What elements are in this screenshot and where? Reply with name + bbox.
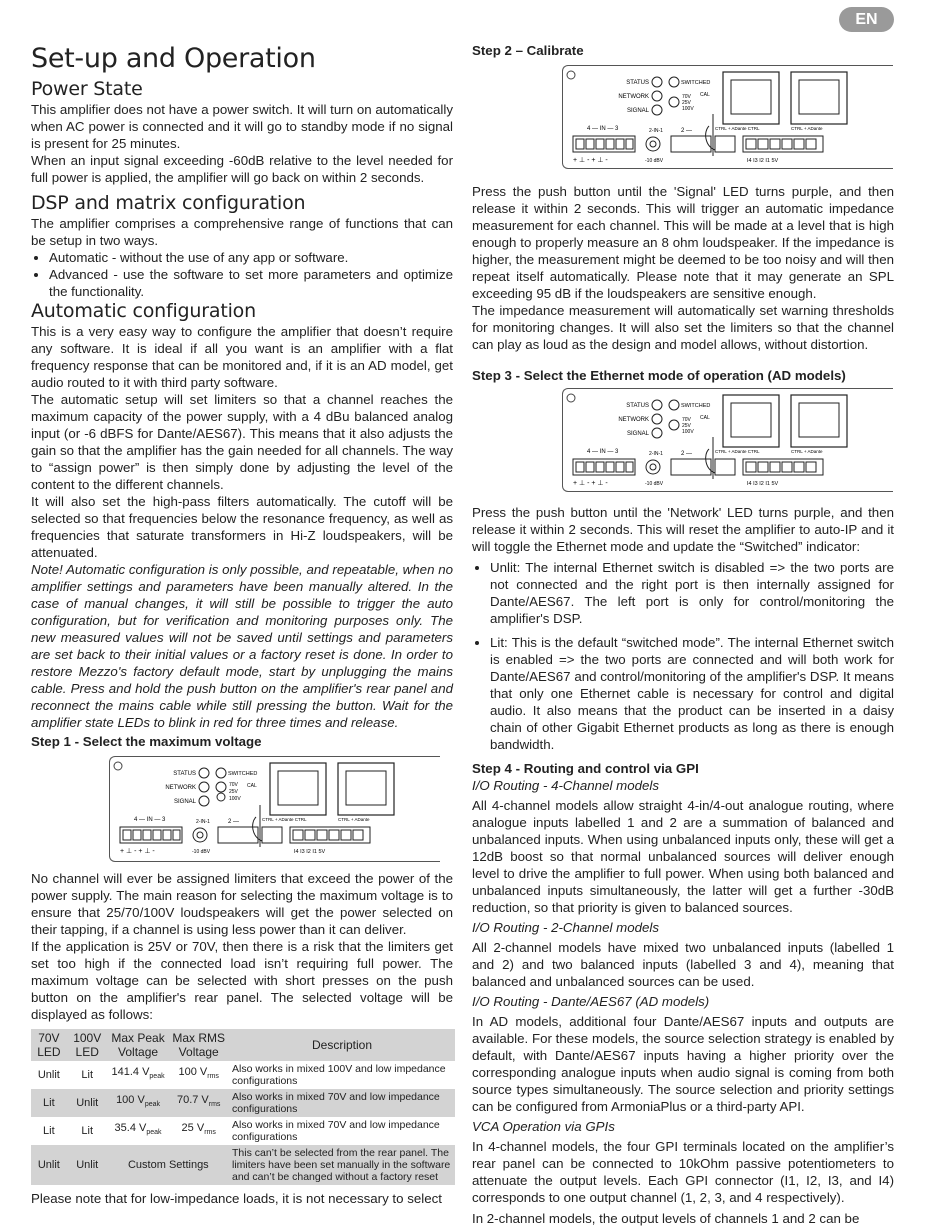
dbv-label: -10 dBV <box>645 158 664 164</box>
dsp-heading: DSP and matrix configuration <box>31 192 306 214</box>
rms-unit: rms <box>208 1101 221 1109</box>
v70-label: 70V <box>682 417 691 423</box>
input-2-label: 2 — <box>681 128 693 134</box>
input-2-label: 2 — <box>228 819 240 825</box>
step3-list <box>472 559 894 753</box>
language-badge: EN <box>839 7 894 32</box>
step4-heading: Step 4 - Routing and control via GPI <box>472 761 699 776</box>
list-item: • Lit: This is the default “switched mode”. The internal Ethernet switch is enabled => the two ports are connected and will both work for Dante/AES67 and control/monitoring of the amplifier's DSP. It means that only one Ethernet cable is necessary for control and digital audio. It also means that the product can be inserted in a daisy chain of other Gigabit Ethernet products as long as there is enough bandwidth. <box>490 634 894 753</box>
peak-value: 100 V <box>116 1094 145 1107</box>
table-row <box>31 1117 455 1145</box>
switched-label: SWITCHED <box>228 771 258 777</box>
step2-paragraph-2: The impedance measurement will automatically set warning thresholds for monitoring changes. It will also set the limiters so that the channel can play as loud as the design and model allows, without distortion. <box>472 303 894 352</box>
table-cell <box>108 1117 169 1145</box>
network-label: NETWORK <box>165 785 196 791</box>
table-cell <box>108 1089 169 1117</box>
polarity-label: + ⊥ - + ⊥ - <box>573 157 608 164</box>
rms-value: 100 V <box>178 1066 208 1079</box>
table-cell: Also works in mixed 70V and low impedance configurations <box>229 1089 455 1117</box>
v100-label: 100V <box>682 106 694 112</box>
rear-panel-illustration-1 <box>109 756 440 862</box>
dsp-paragraph: The amplifier comprises a comprehensive range of functions that can be setup in two ways. <box>31 216 453 248</box>
list-item: • Automatic - without the use of any app or software. <box>49 249 453 266</box>
rms-value: 70.7 V <box>176 1094 209 1107</box>
vca-heading: VCA Operation via GPIs <box>472 1119 615 1134</box>
table-header: Max Peak Voltage <box>108 1029 169 1061</box>
input-21-label: 2-IN-1 <box>196 819 210 825</box>
ctrl-right-label: CTRL + ADante <box>791 126 823 131</box>
table-cell <box>168 1117 229 1145</box>
switched-label: SWITCHED <box>681 80 711 86</box>
step1-paragraph-1: No channel will ever be assigned limiters that exceed the power of the power supply. The main reason for selecting the maximum voltage is to ensure that 25/70/100V loudspeakers will get the power selected on their tapping, if a channel is using less power than it can deliver. <box>31 871 453 937</box>
table-cell: Also works in mixed 100V and low impedance configurations <box>232 1063 446 1087</box>
iod-heading: I/O Routing - Dante/AES67 (AD models) <box>472 994 710 1009</box>
bottom-line-right: In 2-channel models, the output levels of channels 1 and 2 can be <box>472 1211 860 1226</box>
peak-unit: peak <box>146 1129 162 1137</box>
ctrl-left-label: CTRL + ADante CTRL <box>715 126 760 131</box>
io2-heading: I/O Routing - 2-Channel models <box>472 920 659 935</box>
gpi-label: I4 I3 I2 I1 5V <box>747 481 779 487</box>
v25-label: 25V <box>682 423 691 429</box>
table-cell: Lit <box>43 1124 55 1137</box>
ctrl-right-label: CTRL + ADante <box>338 817 370 822</box>
list-item: • Unlit: The internal Ethernet switch is disabled => the two ports are not connected and the right port is then internally assigned for Dante/AES67. The left port is only for control/monitoring the amplifier's DSP. <box>490 559 894 627</box>
table-header: Description <box>229 1029 455 1061</box>
iod-paragraph: In AD models, additional four Dante/AES67 inputs and outputs are available. For these models, the source selection strategy is enabled by default, with Dante/AES67 inputs having a higher priority over the corresponding analogue inputs when audio signal is coming from both source types simultaneously. The source selection and priority settings can be configured from ArmoniaPlus or a third-party API. <box>472 1014 894 1114</box>
io4-paragraph: All 4-channel models allow straight 4-in/4-out analogue routing, where analogue inputs labelled 1 and 2 are a summation of balanced and unbalanced inputs. When using unbalanced inputs only, these will get a 12dB boost so that normal unbalanced sources will deliver enough level to drive the amplifier to full power. When using both balanced and unbalanced inputs simultaneously, the latter will get a further -30dB reduction, so that priority is given to balanced sources. <box>472 798 894 915</box>
table-cell: Unlit <box>37 1068 60 1081</box>
step3-paragraph: Press the push button until the 'Network' LED turns purple, and then release it within 2 seconds. This will reset the amplifier to auto-IP and it will toggle the Ethernet mode and update the “Switched” indicator: <box>472 505 894 554</box>
table-cell: Also works in mixed 70V and low impedance configurations <box>232 1119 440 1143</box>
table-cell: Unlit <box>67 1145 108 1185</box>
table-cell: Lit <box>81 1068 94 1081</box>
cal-label: CAL <box>700 92 710 98</box>
step2-paragraph-1: Press the push button until the 'Signal' LED turns purple, and then release it within 2 seconds. This will trigger an automatic impedance measurement for each channel. This will be made at a level that is high enough to properly measure an 8 ohm loudspeaker. If the impedance is higher, the measurement might be deemed to be too noisy and will then repeat itself automatically. Please note that it may generate an SPL exceeding 95 dB if the loudspeakers are sensitive enough. <box>472 184 894 301</box>
signal-label: SIGNAL <box>626 431 649 437</box>
polarity-label: + ⊥ - + ⊥ - <box>120 848 155 855</box>
table-cell: Unlit <box>31 1145 67 1185</box>
v25-label: 25V <box>682 100 691 106</box>
status-label: STATUS <box>626 403 649 409</box>
io4-heading: I/O Routing - 4-Channel models <box>472 778 659 793</box>
input-43-label: 4 — IN — 3 <box>587 449 619 455</box>
table-header: 70V LED <box>31 1029 67 1061</box>
signal-label: SIGNAL <box>173 799 196 805</box>
rear-panel-drawing <box>110 757 440 861</box>
input-21-label: 2-IN-1 <box>649 451 663 457</box>
v25-label: 25V <box>229 789 238 795</box>
status-label: STATUS <box>173 771 196 777</box>
network-label: NETWORK <box>618 94 649 100</box>
table-header: 100V LED <box>67 1029 108 1061</box>
v100-label: 100V <box>229 796 241 802</box>
table-header: Max RMS Voltage <box>168 1029 229 1061</box>
auto-config-paragraph-1: This is a very easy way to configure the amplifier that doesn’t require any software. It is ideal if all you want is an amplifier with a flat frequency response that can be monitored and, if it is an AD model, get audio routed to it with third party software. <box>31 324 453 390</box>
step2-heading: Step 2 – Calibrate <box>472 43 584 58</box>
rear-panel-drawing <box>563 389 893 491</box>
network-label: NETWORK <box>618 417 649 423</box>
io2-paragraph: All 2-channel models have mixed two unbalanced inputs (labelled 1 and 2) and two balanced inputs (labelled 3 and 4), meaning that balanced and unbalanced sources can be used. <box>472 940 894 989</box>
table-cell: Lit <box>31 1089 67 1117</box>
v70-label: 70V <box>229 782 238 788</box>
left-column <box>31 42 453 1207</box>
ctrl-left-label: CTRL + ADante CTRL <box>262 817 307 822</box>
rear-panel-drawing <box>563 66 893 168</box>
peak-value: 35.4 V <box>114 1122 147 1135</box>
dsp-list <box>31 249 453 300</box>
gpi-label: I4 I3 I2 I1 5V <box>747 158 779 164</box>
table-cell <box>108 1061 169 1089</box>
peak-value: 141.4 V <box>111 1066 150 1079</box>
auto-config-heading: Automatic configuration <box>31 300 256 322</box>
dbv-label: -10 dBV <box>645 481 664 487</box>
table-cell: Unlit <box>67 1089 108 1117</box>
step3-heading: Step 3 - Select the Ethernet mode of operation (AD models) <box>472 368 846 383</box>
vca-paragraph: In 4-channel models, the four GPI terminals located on the amplifier’s rear panel can be connected to 10kOhm passive potentiometers to attenuate the output levels. Each GPI connector (I1, I2, I3, and I4) corresponds to one output channel (1, 2, 3, and 4 respectively). <box>472 1139 894 1205</box>
rms-unit: rms <box>207 1073 219 1081</box>
power-state-paragraph-2: When an input signal exceeding -60dB relative to the level needed for full power is applied, the amplifier will go back on within 2 seconds. <box>31 153 453 185</box>
table-row <box>31 1089 455 1117</box>
right-column <box>472 42 894 1227</box>
table-cell <box>168 1089 229 1117</box>
rear-panel-illustration-3 <box>562 388 893 492</box>
table-cell <box>168 1061 229 1089</box>
rms-unit: rms <box>204 1129 216 1137</box>
v100-label: 100V <box>682 429 694 435</box>
ctrl-left-label: CTRL + ADante CTRL <box>715 449 760 454</box>
rear-panel-illustration-2 <box>562 65 893 169</box>
gpi-label: I4 I3 I2 I1 5V <box>294 849 326 855</box>
bottom-line-left: Please note that for low-impedance loads, it is not necessary to select <box>31 1191 442 1206</box>
rms-value: 25 V <box>181 1122 205 1135</box>
ctrl-right-label: CTRL + ADante <box>791 449 823 454</box>
voltage-table <box>31 1029 455 1185</box>
polarity-label: + ⊥ - + ⊥ - <box>573 480 608 487</box>
status-label: STATUS <box>626 80 649 86</box>
table-row <box>31 1145 455 1185</box>
table-row <box>31 1061 455 1089</box>
power-state-paragraph-1: This amplifier does not have a power switch. It will turn on automatically when AC power is connected and it will go to standby mode if no signal is present for 25 minutes. <box>31 102 453 151</box>
input-43-label: 4 — IN — 3 <box>587 126 619 132</box>
auto-config-paragraph-3: It will also set the high-pass filters automatically. The cutoff will be selected so that frequencies below the resonance frequency, as well as frequencies that saturate transformers in Hi-Z loudspeakers, will be attenuated. <box>31 494 453 560</box>
peak-unit: peak <box>149 1073 165 1081</box>
list-item: • Advanced - use the software to set more parameters and optimize the functionality. <box>49 266 453 300</box>
switched-label: SWITCHED <box>681 403 711 409</box>
page-title: Set-up and Operation <box>31 43 316 74</box>
input-43-label: 4 — IN — 3 <box>134 817 166 823</box>
step1-heading: Step 1 - Select the maximum voltage <box>31 734 262 749</box>
dbv-label: -10 dBV <box>192 849 211 855</box>
auto-config-paragraph-2: The automatic setup will set limiters so that a channel reaches the maximum capacity of the power supply, with a 4 dBu balanced analog input (or -6 dBFS for Dante/AES67). This means that it also adjusts the gain so that the amplifier has the gain needed for all channels. The way to “assign power” is then simply done by adjusting the level of the content to the different channels. <box>31 392 453 492</box>
table-cell: Lit <box>81 1124 94 1137</box>
cal-label: CAL <box>700 415 710 421</box>
signal-label: SIGNAL <box>626 108 649 114</box>
input-2-label: 2 — <box>681 451 693 457</box>
auto-config-note: Note! Automatic configuration is only possible, and repeatable, when no amplifier settings and parameters have been manually altered. In the case of manual changes, it will still be possible to trigger the auto configuration, but for verification and monitoring purposes only. The new measured values will not be saved until settings and parameters are set back to their initial values or a factory reset is done. In order to restore Mezzo's factory default mode, start by unplugging the mains cable. Press and hold the push button on the amplifier's rear panel and reconnect the mains cable while still pressing the button. Wait for the amplifier state LEDs to blink in red for three times and release. <box>31 562 453 730</box>
step1-paragraph-2: If the application is 25V or 70V, then there is a risk that the limiters get set too high if the connected load isn’t requiring full power. The maximum voltage can be selected with short presses on the push button on the amplifier's rear panel. The selected voltage will be displayed as follows: <box>31 939 453 1022</box>
power-state-heading: Power State <box>31 78 143 100</box>
input-21-label: 2-IN-1 <box>649 128 663 134</box>
peak-unit: peak <box>144 1101 160 1109</box>
table-cell: Custom Settings <box>108 1145 229 1185</box>
table-cell: This can’t be selected from the rear panel. The limiters have been set manually in the software and can’t be changed without a factory reset <box>229 1145 455 1185</box>
v70-label: 70V <box>682 94 691 100</box>
cal-label: CAL <box>247 783 257 789</box>
